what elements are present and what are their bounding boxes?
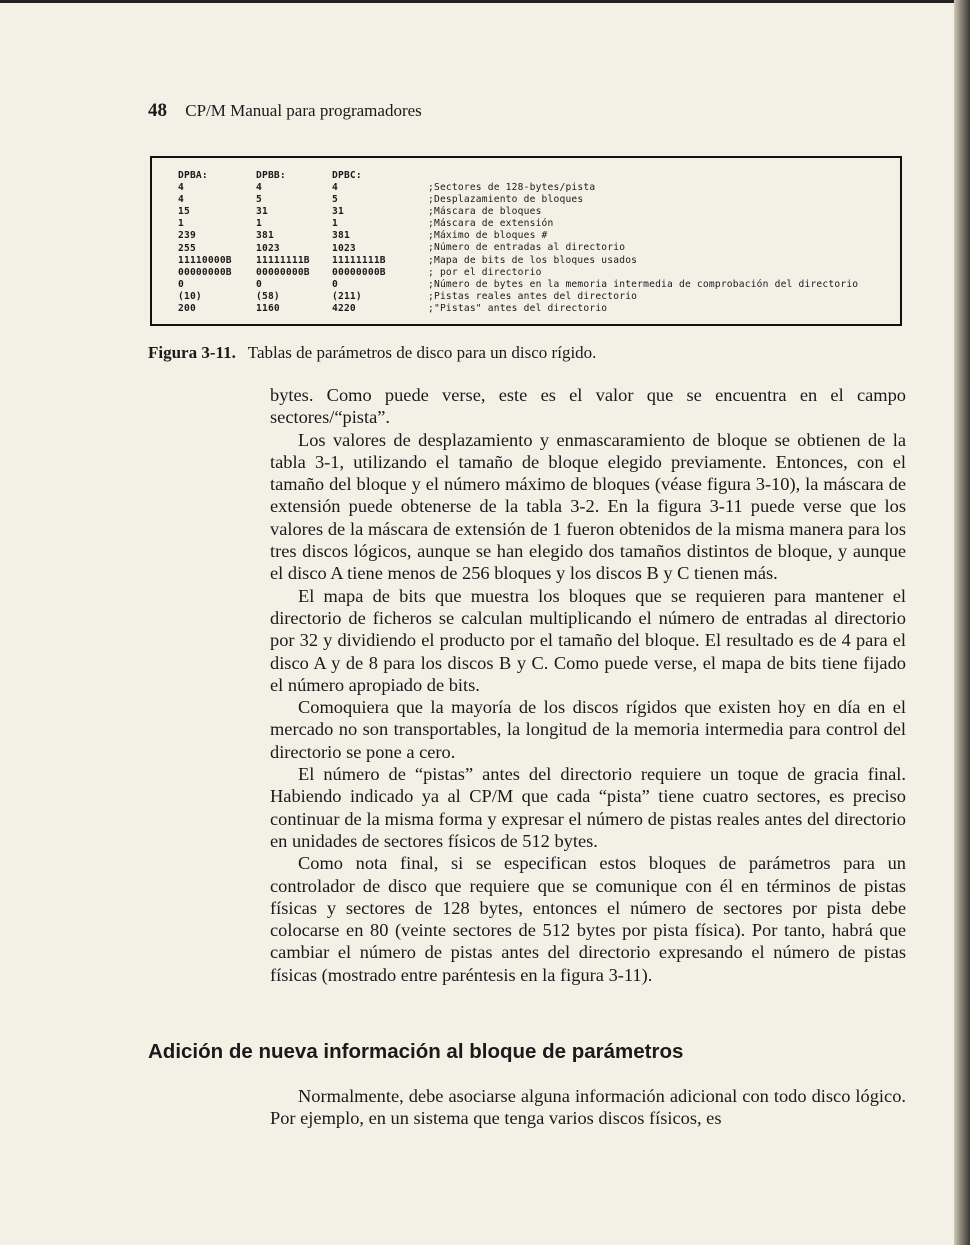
code-value: 0 [178,278,184,290]
code-value: 5 [332,194,338,206]
code-value: 4 [332,182,338,194]
code-value: 00000000B [332,266,386,278]
figure-caption [148,343,596,363]
section-body [270,1085,906,1130]
figure-box [150,156,902,326]
code-value: DPBB: [256,170,286,181]
code-value: (58) [256,290,280,302]
code-column-dpbc [332,170,386,315]
code-value: 00000000B [256,266,310,278]
code-value: 11110000B [178,254,232,266]
code-value: 381 [332,230,350,242]
page-binding-shadow [954,0,970,1245]
code-value: 1160 [256,303,280,315]
code-value: 1 [256,218,262,230]
paragraph: Como nota final, si se especifican estos bloques de parámetros para un controlador de disco que requiere que se comunique con él en términos de pistas físicas y sectores de 128 bytes, entonces el número de sectores por pista debe colocarse en 80 (veinte sectores de 512 bytes por pista física). Por tanto, habrá que cambiar el número de pistas antes del directorio expresando el número de pistas físicas (mostrado entre paréntesis en la figura 3-11). [270,853,906,985]
code-comment: ;Máscara de extensión [428,218,554,230]
code-value: DPBA: [178,170,208,181]
code-value: 31 [332,206,344,218]
code-value: (10) [178,290,202,302]
code-value: DPBC: [332,170,362,181]
paragraph: Comoquiera que la mayoría de los discos rígidos que existen hoy en día en el mercado no son transportables, la longitud de la memoria intermedia para control del directorio se pone a cero. [270,697,906,762]
code-value: 381 [256,230,274,242]
code-value: 4220 [332,303,356,315]
code-comment: ;Número de entradas al directorio [428,242,626,254]
code-comment: ;Mapa de bits de los bloques usados [428,254,638,266]
code-value: 255 [178,242,196,254]
caption-text: Tablas de parámetros de disco para un disco rígido. [247,343,597,362]
code-value: 1023 [332,242,356,254]
code-value: 31 [256,206,268,218]
code-comment: ;"Pistas" antes del directorio [428,302,608,314]
paragraph: El número de “pistas” antes del directorio requiere un toque de gracia final. Habiendo indicado ya al CP/M que cada “pista” tiene cuatro sectores, es preciso continuar de la misma forma y expresar el número de pistas reales antes del directorio en unidades de sectores físicos de 512 bytes. [270,764,906,851]
code-value: 5 [256,194,262,206]
paragraph: bytes. Como puede verse, este es el valor que se encuentra en el campo sectores/“pista”. [270,385,906,428]
paragraph: Los valores de desplazamiento y enmascaramiento de bloque se obtienen de la tabla 3-1, utilizando el tamaño de bloque elegido previamente. Entonces, con el tamaño del bloque y el número máximo de bloques (véase figura 3-10), la máscara de extensión puede obtenerse de la tabla 3-2. En la figura 3-11 puede verse que los valores de la máscara de extensión de 1 fueron obtenidos de la misma manera para los tres discos lógicos, aunque se han elegido dos tamaños distintos de bloque, y aunque el disco A tiene menos de 256 bloques y los discos B y C tienen más. [270,429,906,584]
code-value: 11111111B [332,254,386,266]
paragraph: El mapa de bits que muestra los bloques que se requieren para mantener el directorio de ficheros se calculan multiplicando el número de entradas al directorio por 32 y dividiendo el producto por el tamaño del bloque. El resultado es de 4 para el disco A y de 8 para los discos B y C. Como puede verse, el mapa de bits tiene fijado el número apropiado de bits. [270,585,906,695]
code-value: 1 [178,218,184,230]
section-heading: Adición de nueva información al bloque de parámetros [148,1040,684,1063]
page-top-edge [0,0,955,3]
code-comments [428,182,858,315]
code-value: 1 [332,218,338,230]
running-header [148,100,422,122]
code-column-dpba [178,170,232,315]
code-value: 00000000B [178,266,232,278]
code-value: 0 [332,278,338,290]
code-comment: ;Número de bytes en la memoria intermedia de comprobación del directorio [428,278,859,290]
code-value: 0 [256,278,262,290]
page-number: 48 [148,100,167,121]
code-comment: ;Desplazamiento de bloques [428,194,584,206]
code-value: (211) [332,290,362,302]
running-title: CP/M Manual para programadores [185,101,422,120]
code-value: 4 [178,182,184,194]
code-value: 11111111B [256,254,310,266]
paragraph: Normalmente, debe asociarse alguna información adicional con todo disco lógico. Por ejemplo, en un sistema que tenga varios discos físicos, es [270,1086,906,1129]
code-value: 1023 [256,242,280,254]
caption-number: Figura 3-11. [148,343,236,362]
code-column-dpbb [256,170,310,315]
code-value: 239 [178,230,196,242]
body-text [270,384,906,986]
code-comment: ; por el directorio [428,266,542,278]
code-value: 4 [256,182,262,194]
code-value: 200 [178,303,196,315]
code-comment: ;Máscara de bloques [428,206,542,218]
code-value: 4 [178,194,184,206]
code-comment: ;Pistas reales antes del directorio [428,290,638,302]
code-comment: ;Máximo de bloques # [428,230,548,242]
code-comment: ;Sectores de 128-bytes/pista [428,182,596,193]
code-value: 15 [178,206,190,218]
